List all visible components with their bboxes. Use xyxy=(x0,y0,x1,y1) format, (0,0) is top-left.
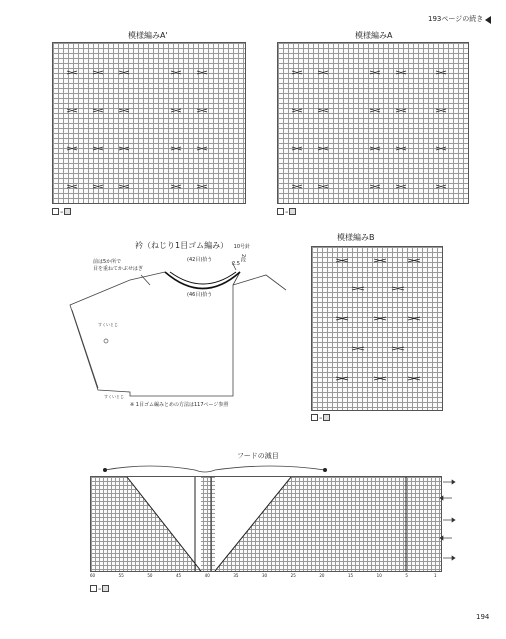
pattern-a-prime-chart xyxy=(52,42,246,204)
legend-a: = xyxy=(277,208,296,215)
hood-decrease-chart xyxy=(90,476,442,572)
hood-x-tick-label: 40 xyxy=(204,573,210,578)
hood-x-ticks xyxy=(90,573,440,581)
hood-x-tick-label: 10 xyxy=(376,573,382,578)
hood-decrease-title: フードの減目 xyxy=(237,452,279,460)
collar-note-left: 前は5か所で 目を重ねてかぶせはぎ xyxy=(93,259,143,272)
pattern-b-chart xyxy=(311,246,443,411)
continued-label: 193ページの続き xyxy=(428,15,484,23)
hood-x-tick-label: 50 xyxy=(147,573,153,578)
hood-x-tick-label: 15 xyxy=(348,573,354,578)
collar-marks: 2.5 xyxy=(232,261,240,267)
hood-x-tick-label: 5 xyxy=(405,573,408,578)
cable-crossings-a xyxy=(278,43,468,203)
hood-x-tick-label: 30 xyxy=(262,573,268,578)
hood-decrease-marks xyxy=(91,477,441,571)
legend-b: = xyxy=(311,414,330,421)
collar-rows: 2段 xyxy=(240,254,246,263)
legend-a-prime: = xyxy=(52,208,71,215)
legend-hood: = xyxy=(90,585,109,592)
collar-title xyxy=(135,242,250,250)
hood-x-tick-label: 55 xyxy=(118,573,124,578)
side-label-2: すくいとじ xyxy=(104,394,124,399)
pattern-b-title: 模様編みB xyxy=(337,233,375,242)
legend-knit-square-icon xyxy=(64,208,71,215)
collar-count-top: (42目)拾う xyxy=(187,257,213,263)
cable-crossings-b xyxy=(312,247,442,410)
hood-x-tick-label: 25 xyxy=(290,573,296,578)
legend-blank-square-icon xyxy=(90,585,97,592)
legend-blank-square-icon xyxy=(311,414,318,421)
collar-needle: 10号針 xyxy=(233,244,251,250)
hood-x-tick-label: 45 xyxy=(176,573,182,578)
hood-x-tick-label: 60 xyxy=(90,573,96,578)
cable-crossings xyxy=(53,43,245,203)
collar-count-bottom: (46目)拾う xyxy=(187,292,213,298)
side-label-1: すくいとじ xyxy=(98,322,118,327)
legend-blank-square-icon xyxy=(52,208,59,215)
legend-knit-square-icon xyxy=(102,585,109,592)
pattern-a-prime-title: 模様編みA' xyxy=(128,31,168,40)
legend-blank-square-icon xyxy=(277,208,284,215)
page-number: 194 xyxy=(476,613,490,621)
triangle-left-icon xyxy=(485,16,491,24)
legend-knit-square-icon xyxy=(323,414,330,421)
pattern-a-title: 模様編みA xyxy=(355,31,393,40)
collar-footnote: ※ 1目ゴム編みとめの方法は117ページ参照 xyxy=(130,402,229,408)
collar-title-text: 衿（ねじり1目ゴム編み） xyxy=(135,241,229,250)
hood-x-tick-label: 20 xyxy=(319,573,325,578)
pattern-a-chart xyxy=(277,42,469,204)
hood-x-tick-label: 1 xyxy=(434,573,437,578)
legend-knit-square-icon xyxy=(289,208,296,215)
hood-x-tick-label: 35 xyxy=(233,573,239,578)
